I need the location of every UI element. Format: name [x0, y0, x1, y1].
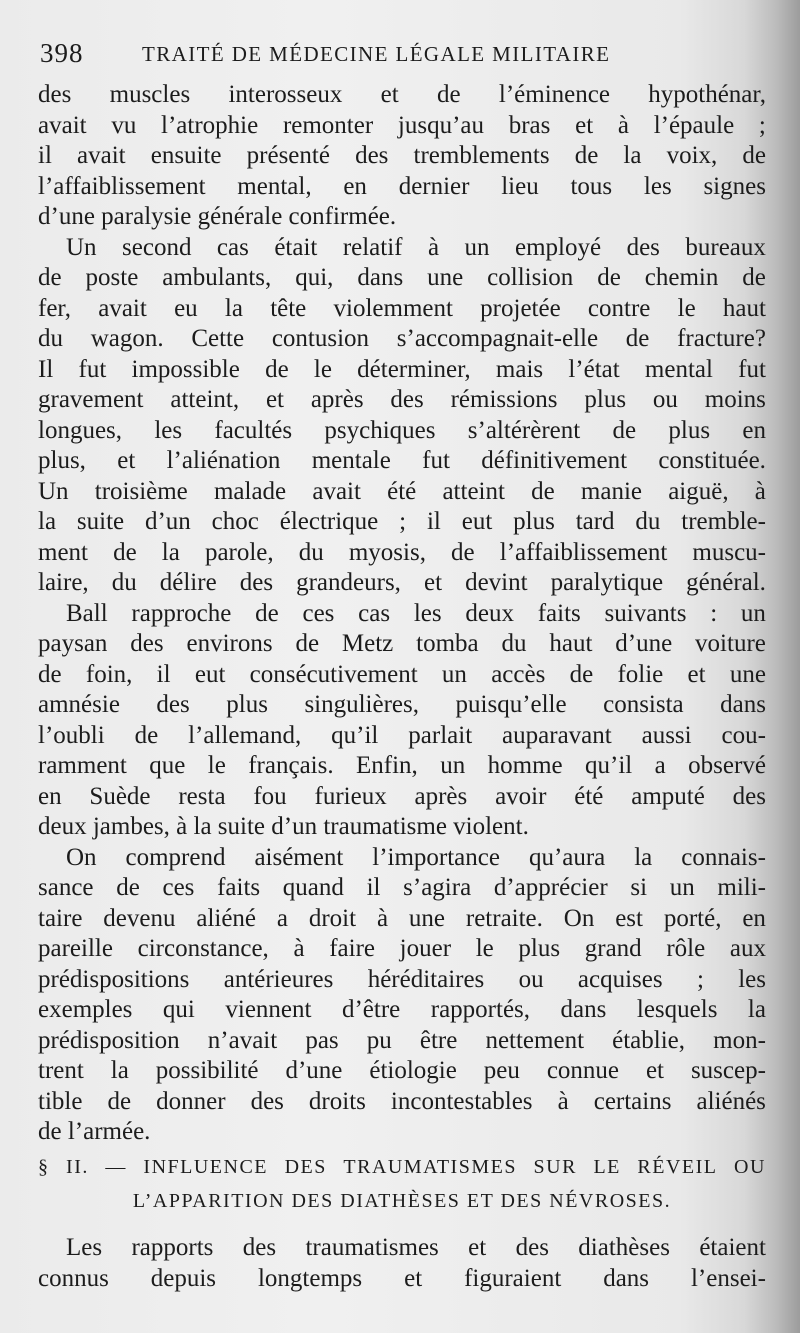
- text-line: prédisposition n’avait pas pu être nettement établie, mon-: [38, 1026, 766, 1054]
- text-line: des muscles interosseux et de l’éminence hypothénar,: [38, 81, 766, 108]
- text-line: taire devenu aliéné a droit à une retraite. On est porté, en: [38, 904, 766, 932]
- text-line: longues, les facultés psychiques s’altérèrent de plus en: [38, 416, 766, 444]
- text-line: On comprend aisément l’importance qu’aura la connais-: [66, 843, 766, 871]
- text-line: d’une paralysie générale confirmée.: [38, 203, 397, 230]
- section-text: [38, 1232, 766, 1294]
- text-line: connus depuis longtemps et figuraient dans l’ensei-: [38, 1265, 766, 1292]
- text-line: plus, et l’aliénation mentale fut définitivement constituée.: [38, 447, 766, 474]
- text-line: paysan des environs de Metz tomba du haut d’une voiture: [38, 630, 766, 657]
- page-number: 398: [40, 38, 84, 68]
- section-heading-line: § II. — INFLUENCE DES TRAUMATISMES SUR LE RÉVEIL OU: [38, 1156, 766, 1178]
- section-heading: [38, 1150, 766, 1218]
- text-line: de poste ambulants, qui, dans une collision de chemin de: [38, 264, 766, 291]
- text-line: exemples qui viennent d’être rapportés, dans lesquels la: [38, 996, 766, 1023]
- text-line: Un troisième malade avait été atteint de manie aiguë, à: [38, 477, 766, 505]
- section-heading-line: L’APPARITION DES DIATHÈSES ET DES NÉVROSES.: [132, 1190, 672, 1212]
- text-line: la suite d’un choc électrique ; il eut plus tard du tremble-: [38, 508, 766, 535]
- text-line: Un second cas était relatif à un employé des bureaux: [66, 233, 766, 261]
- text-line: gravement atteint, et après des rémissions plus ou moins: [38, 386, 766, 413]
- page-header: [30, 38, 770, 70]
- text-line: fer, avait eu la tête violemment projetée contre le haut: [38, 294, 766, 322]
- text-line: du wagon. Cette contusion s’accompagnait-elle de fracture?: [38, 325, 766, 352]
- text-line: en Suède resta fou furieux après avoir été amputé des: [38, 782, 766, 810]
- text-line: Les rapports des traumatismes et des diathèses étaient: [66, 1234, 766, 1261]
- text-line: pareille circonstance, à faire jouer le plus grand rôle aux: [38, 935, 766, 962]
- main-text: [38, 80, 766, 1148]
- text-line: l’oubli de l’allemand, qu’il parlait auparavant aussi cou-: [38, 721, 766, 749]
- text-line: l’affaiblissement mental, en dernier lieu tous les signes: [38, 172, 766, 200]
- text-line: deux jambes, à la suite d’un traumatisme violent.: [38, 813, 529, 840]
- text-line: il avait ensuite présenté des tremblements de la voix, de: [38, 142, 766, 169]
- text-line: trent la possibilité d’une étiologie peu connue et suscep-: [38, 1057, 766, 1084]
- text-line: sance de ces faits quand il s’agira d’apprécier si un mili-: [38, 874, 766, 901]
- running-title: TRAITÉ DE MÉDECINE LÉGALE MILITAIRE: [142, 42, 611, 66]
- text-line: ment de la parole, du myosis, de l’affaiblissement muscu-: [38, 538, 766, 566]
- text-line: tible de donner des droits incontestables à certains aliénés: [38, 1087, 766, 1115]
- text-line: amnésie des plus singulières, puisqu’elle consista dans: [38, 691, 766, 718]
- text-line: prédispositions antérieures héréditaires ou acquises ; les: [38, 965, 766, 993]
- text-line: Ball rapproche de ces cas les deux faits suivants : un: [66, 599, 766, 627]
- text-line: laire, du délire des grandeurs, et devint paralytique général.: [38, 569, 766, 596]
- text-line: ramment que le français. Enfin, un homme qu’il a observé: [38, 752, 766, 779]
- text-line: Il fut impossible de le déterminer, mais l’état mental fut: [38, 355, 766, 383]
- text-line: de l’armée.: [38, 1118, 151, 1145]
- text-line: de foin, il eut consécutivement un accès de folie et une: [38, 660, 766, 688]
- text-line: avait vu l’atrophie remonter jusqu’au bras et à l’épaule ;: [38, 111, 766, 139]
